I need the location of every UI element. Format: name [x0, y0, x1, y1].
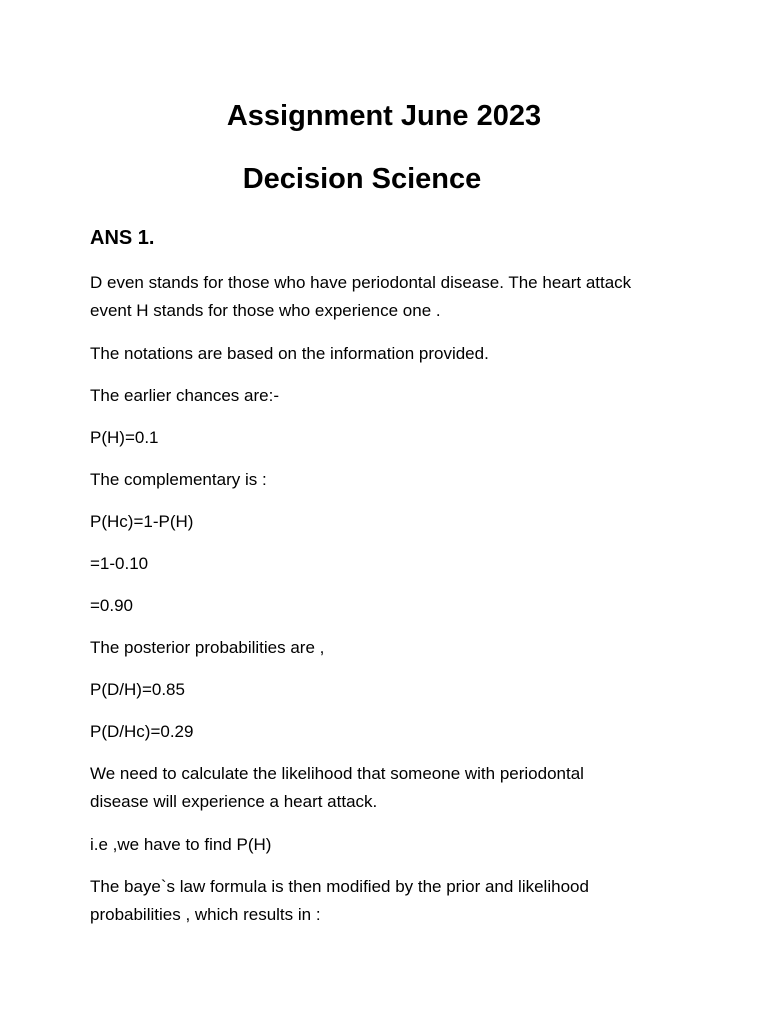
- paragraph-line: disease will experience a heart attack.: [90, 792, 378, 811]
- equation-line: =1-0.10: [90, 554, 149, 573]
- paragraph-line: The baye`s law formula is then modified by the prior and likelihood: [90, 877, 589, 896]
- paragraph-line: The notations are based on the information provided.: [90, 344, 489, 363]
- equation-line: P(D/H)=0.85: [90, 680, 185, 699]
- paragraph-line: D even stands for those who have periodontal disease. The heart attack: [90, 273, 632, 292]
- document-title: Assignment June 2023: [226, 100, 542, 132]
- equation-line: P(Hc)=1-P(H): [90, 512, 194, 531]
- paragraph-line: The complementary is :: [90, 470, 267, 489]
- equation-line: P(H)=0.1: [90, 428, 159, 447]
- equation-line: P(D/Hc)=0.29: [90, 722, 194, 741]
- section-heading: ANS 1.: [90, 227, 155, 249]
- paragraph-line: The posterior probabilities are ,: [90, 638, 325, 657]
- paragraph-line: We need to calculate the likelihood that someone with periodontal: [90, 764, 584, 783]
- paragraph-line: The earlier chances are:-: [90, 386, 279, 405]
- paragraph-line: i.e ,we have to find P(H): [90, 835, 272, 854]
- document-subtitle: Decision Science: [242, 163, 482, 195]
- paragraph-line: probabilities , which results in :: [90, 905, 321, 924]
- equation-line: =0.90: [90, 596, 134, 615]
- paragraph-line: event H stands for those who experience one .: [90, 301, 441, 320]
